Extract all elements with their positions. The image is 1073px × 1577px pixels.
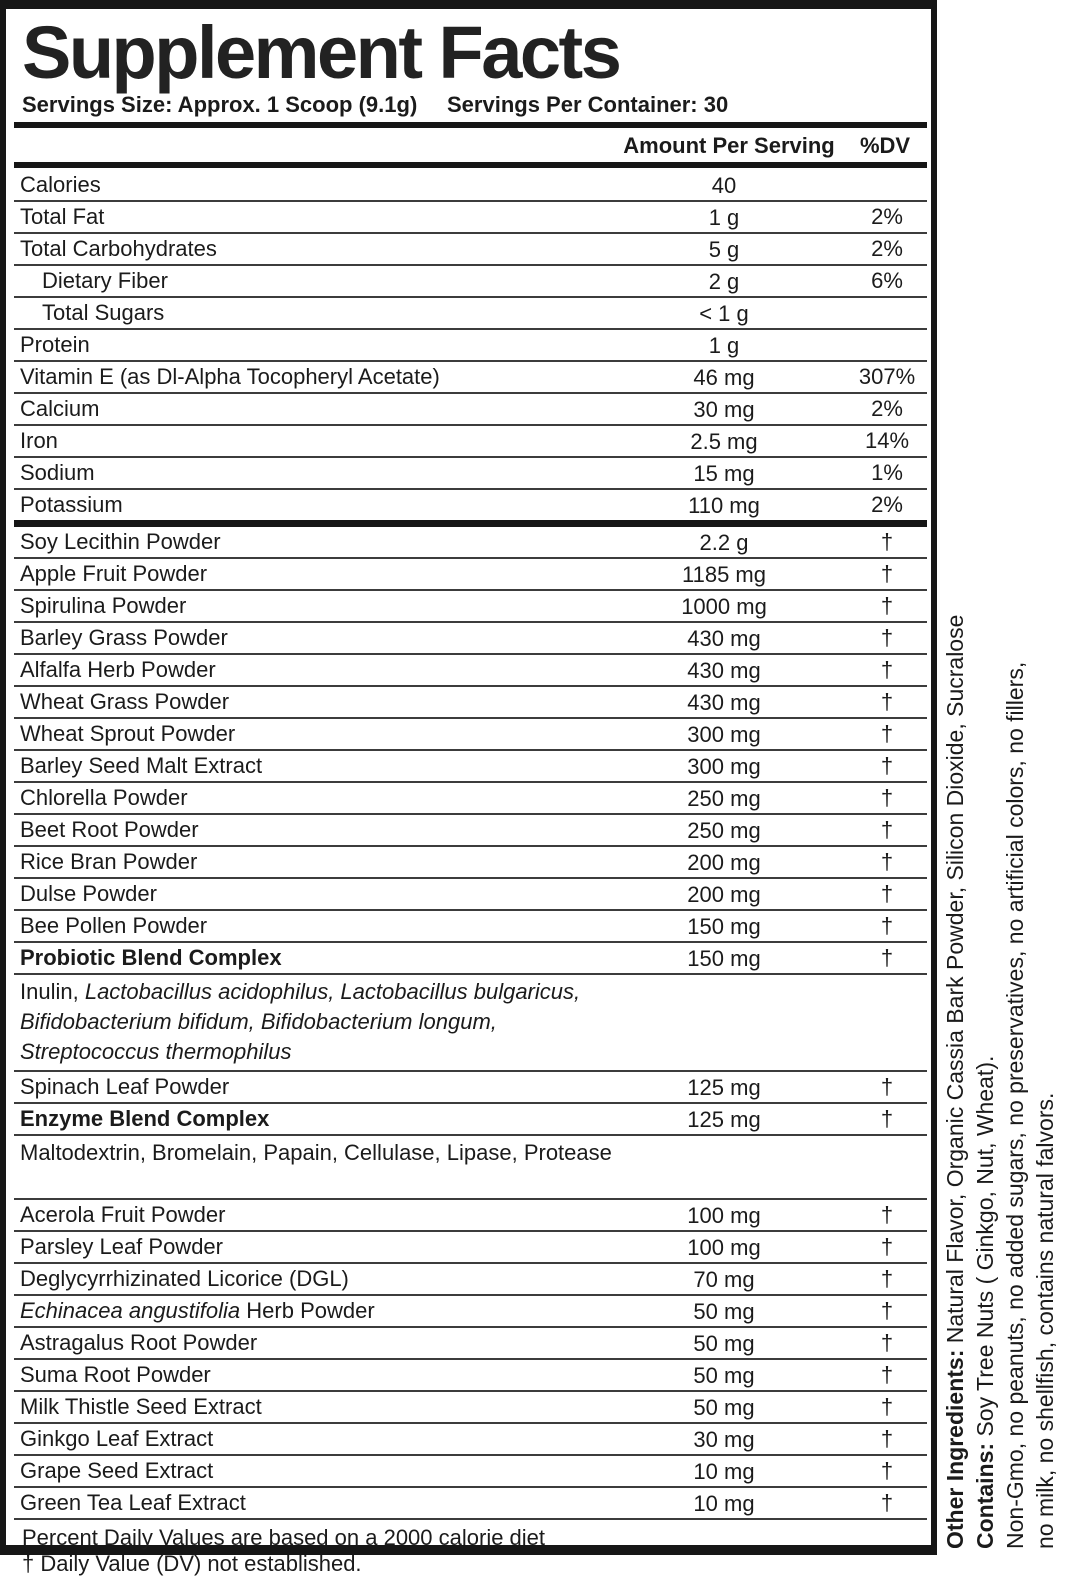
table-row [14, 719, 927, 751]
blend-sub-ingredient-line [20, 1007, 927, 1037]
dv-value: 2% [871, 235, 903, 261]
dv-value: † [880, 688, 894, 714]
facts-panel-inner [6, 11, 931, 1577]
amount-column-header: Amount Per Serving [623, 132, 835, 158]
ingredient-name: Milk Thistle Seed Extract [20, 1393, 262, 1419]
serving-size-label: Servings Size: Approx. 1 Scoop (9.1g) [22, 91, 418, 117]
side-note-line [940, 7, 970, 1549]
table-row [14, 490, 927, 527]
ingredient-name: Barley Seed Malt Extract [20, 752, 263, 778]
ingredient-name: Grape Seed Extract [20, 1457, 214, 1483]
amount-value: 200 mg [687, 849, 761, 875]
dv-value: † [880, 1201, 894, 1227]
ingredient-name: Bee Pollen Powder [20, 912, 208, 938]
amount-value: 46 mg [693, 364, 755, 390]
text-segment: Contains: [972, 1442, 998, 1549]
amount-value: 1 g [708, 332, 740, 358]
ingredient-name: Spinach Leaf Powder [20, 1073, 230, 1099]
text-segment: Natural Flavor, Organic Cassia Bark Powder, Silicon Dioxide, Sucralose [942, 614, 968, 1350]
amount-value: 430 mg [687, 689, 761, 715]
amount-value: 50 mg [693, 1330, 755, 1356]
table-row [14, 783, 927, 815]
dv-value: † [880, 1457, 894, 1483]
text-segment: Herb Powder [240, 1297, 375, 1323]
amount-value: 30 mg [693, 396, 755, 422]
amount-value: 430 mg [687, 625, 761, 651]
side-note-line [1030, 7, 1060, 1549]
text-segment: Other Ingredients: [942, 1349, 968, 1549]
amount-value: 2.5 mg [690, 428, 758, 454]
text-segment: Soy Tree Nuts ( Ginkgo, Nut, Wheat). [972, 1055, 998, 1443]
ingredient-name: Acerola Fruit Powder [20, 1201, 226, 1227]
table-row [14, 1232, 927, 1264]
text-segment: Non-Gmo, no peanuts, no added sugars, no preservatives, no artificial colors, no fillers, [1002, 661, 1028, 1549]
amount-value: 150 mg [687, 913, 761, 939]
dv-value: 2% [871, 203, 903, 229]
amount-value: 200 mg [687, 881, 761, 907]
table-row [14, 1456, 927, 1488]
ingredient-name: Astragalus Root Powder [20, 1329, 258, 1355]
dv-value: † [880, 1393, 894, 1419]
footnote-dagger-note: † Daily Value (DV) not established. [22, 1550, 362, 1576]
blend-sub-ingredients [14, 975, 927, 1072]
ingredient-name: Ginkgo Leaf Extract [20, 1425, 214, 1451]
table-row [14, 1296, 927, 1328]
ingredient-name [14, 1299, 375, 1322]
amount-value: 100 mg [687, 1202, 761, 1228]
table-row [14, 655, 927, 687]
table-row [14, 1392, 927, 1424]
dv-value: 2% [871, 491, 903, 517]
amount-value: 10 mg [693, 1458, 755, 1484]
latin-name-text: Lactobacillus acidophilus, Lactobacillus bulgaricus, [84, 978, 581, 1004]
facts-table [14, 170, 927, 1520]
ingredient-name: Potassium [20, 491, 123, 517]
ingredient-name: Wheat Grass Powder [20, 688, 230, 714]
side-note-line [1000, 7, 1030, 1549]
ingredient-name: Total Sugars [42, 299, 165, 325]
text-segment: Inulin, [20, 978, 85, 1004]
ingredient-name: Beet Root Powder [20, 816, 199, 842]
table-row [14, 559, 927, 591]
amount-value: 1185 mg [682, 561, 766, 587]
ingredient-name: Total Fat [20, 203, 105, 229]
ingredient-name: Parsley Leaf Powder [20, 1233, 223, 1259]
serving-info [22, 92, 927, 120]
latin-name-text: Streptococcus thermophilus [20, 1038, 292, 1064]
ingredient-name: Vitamin E (as Dl-Alpha Tocopheryl Acetate) [20, 363, 440, 389]
footnotes-section [14, 1520, 927, 1577]
ingredient-name: Rice Bran Powder [20, 848, 198, 874]
dv-value: † [880, 528, 894, 554]
ingredient-name: Chlorella Powder [20, 784, 188, 810]
table-row [14, 879, 927, 911]
table-row [14, 943, 927, 975]
dv-value: † [880, 816, 894, 842]
ingredient-name: Protein [20, 331, 90, 357]
ingredient-name: Enzyme Blend Complex [20, 1105, 270, 1131]
blend-sub-ingredients [14, 1136, 927, 1200]
table-row [14, 815, 927, 847]
dv-value: † [880, 752, 894, 778]
amount-value: 1000 mg [681, 593, 767, 619]
amount-value: 250 mg [687, 817, 761, 843]
amount-value: 10 mg [693, 1490, 755, 1516]
amount-value: < 1 g [699, 300, 749, 326]
dv-value: † [880, 560, 894, 586]
dv-value: † [880, 880, 894, 906]
table-row [14, 751, 927, 783]
table-row [14, 330, 927, 362]
thick-divider-top [14, 122, 927, 128]
dv-value: † [880, 656, 894, 682]
amount-value: 125 mg [687, 1074, 761, 1100]
amount-value: 300 mg [687, 753, 761, 779]
table-row [14, 170, 927, 202]
table-row [14, 362, 927, 394]
latin-name-text: Echinacea angustifolia [20, 1297, 241, 1323]
thick-divider-header [14, 162, 927, 168]
side-ingredients-panel [940, 0, 1073, 1555]
blend-sub-ingredient-line [20, 1037, 927, 1067]
table-row [14, 298, 927, 330]
dv-value: 14% [864, 427, 910, 453]
table-row [14, 1488, 927, 1520]
ingredient-name: Dietary Fiber [42, 267, 168, 293]
ingredient-name: Green Tea Leaf Extract [20, 1489, 246, 1515]
other-ingredients-vertical-text [940, 7, 1070, 1549]
page-title: Supplement Facts [22, 11, 620, 94]
amount-value: 430 mg [687, 657, 761, 683]
amount-value: 100 mg [687, 1234, 761, 1260]
blend-sub-ingredient-line [20, 977, 927, 1007]
table-row [14, 202, 927, 234]
amount-value: 70 mg [693, 1266, 755, 1292]
ingredient-name: Total Carbohydrates [20, 235, 217, 261]
table-row [14, 1072, 927, 1104]
table-row [14, 1360, 927, 1392]
amount-value: 1 g [708, 204, 740, 230]
table-row [14, 591, 927, 623]
dv-value: 6% [871, 267, 903, 293]
table-row [14, 1200, 927, 1232]
dv-value: † [880, 1425, 894, 1451]
amount-value: 50 mg [693, 1298, 755, 1324]
ingredient-name: Calories [20, 171, 101, 197]
ingredient-name: Probiotic Blend Complex [20, 944, 282, 970]
dv-value: 2% [871, 395, 903, 421]
dv-value: † [880, 1073, 894, 1099]
dv-value: † [880, 1361, 894, 1387]
table-row [14, 1264, 927, 1296]
amount-value: 2 g [708, 268, 740, 294]
ingredient-name: Calcium [20, 395, 100, 421]
ingredient-name: Wheat Sprout Powder [20, 720, 236, 746]
dv-value: † [880, 848, 894, 874]
dv-value: † [880, 1233, 894, 1259]
dv-value: † [880, 944, 894, 970]
ingredient-name: Spirulina Powder [20, 592, 187, 618]
amount-value: 150 mg [687, 945, 761, 971]
ingredient-name: Sodium [20, 459, 95, 485]
blend-sub-ingredient-line [20, 1138, 927, 1168]
ingredient-name: Alfalfa Herb Powder [20, 656, 216, 682]
amount-value: 5 g [708, 236, 740, 262]
text-segment: Maltodextrin, Bromelain, Papain, Cellulase, Lipase, Protease [20, 1139, 612, 1165]
amount-value: 40 [711, 172, 737, 198]
dv-value: 307% [858, 363, 916, 389]
table-row [14, 266, 927, 298]
amount-value: 15 mg [693, 460, 755, 486]
table-row [14, 623, 927, 655]
table-row [14, 458, 927, 490]
amount-value: 50 mg [693, 1362, 755, 1388]
dv-value: † [880, 912, 894, 938]
table-row [14, 1328, 927, 1360]
amount-value: 250 mg [687, 785, 761, 811]
dv-value: 1% [871, 459, 903, 485]
table-row [14, 687, 927, 719]
ingredient-name: Deglycyrrhizinated Licorice (DGL) [20, 1265, 349, 1291]
dv-value: † [880, 1297, 894, 1323]
table-row [14, 847, 927, 879]
dv-value: † [880, 784, 894, 810]
amount-value: 50 mg [693, 1394, 755, 1420]
column-header-row [14, 130, 927, 160]
amount-value: 125 mg [687, 1106, 761, 1132]
ingredient-name: Suma Root Powder [20, 1361, 211, 1387]
ingredient-name: Apple Fruit Powder [20, 560, 208, 586]
table-row [14, 911, 927, 943]
dv-value: † [880, 1265, 894, 1291]
dv-value: † [880, 624, 894, 650]
text-segment: no milk, no shellfish, contains natural falvors. [1032, 1092, 1058, 1549]
dv-value: † [880, 1329, 894, 1355]
dv-value: † [880, 1105, 894, 1131]
dv-value: † [880, 720, 894, 746]
servings-per-container-label: Servings Per Container: 30 [447, 91, 729, 117]
amount-value: 2.2 g [699, 529, 749, 555]
amount-value: 300 mg [687, 721, 761, 747]
side-note-line [970, 7, 1000, 1549]
amount-value: 110 mg [688, 492, 760, 518]
table-row [14, 234, 927, 266]
latin-name-text: Bifidobacterium bifidum, Bifidobacterium longum, [20, 1008, 497, 1034]
table-row [14, 426, 927, 458]
amount-value: 30 mg [693, 1426, 755, 1452]
table-row [14, 1424, 927, 1456]
table-row [14, 394, 927, 426]
dv-value: † [880, 592, 894, 618]
ingredient-name: Barley Grass Powder [20, 624, 228, 650]
ingredient-name: Soy Lecithin Powder [20, 528, 221, 554]
ingredient-name: Iron [20, 427, 58, 453]
table-row [14, 527, 927, 559]
ingredient-name: Dulse Powder [20, 880, 157, 906]
footnote-dv-basis: Percent Daily Values are based on a 2000 calorie diet [22, 1524, 546, 1550]
table-row [14, 1104, 927, 1136]
dv-column-header: %DV [859, 132, 911, 158]
dv-value: † [880, 1489, 894, 1515]
